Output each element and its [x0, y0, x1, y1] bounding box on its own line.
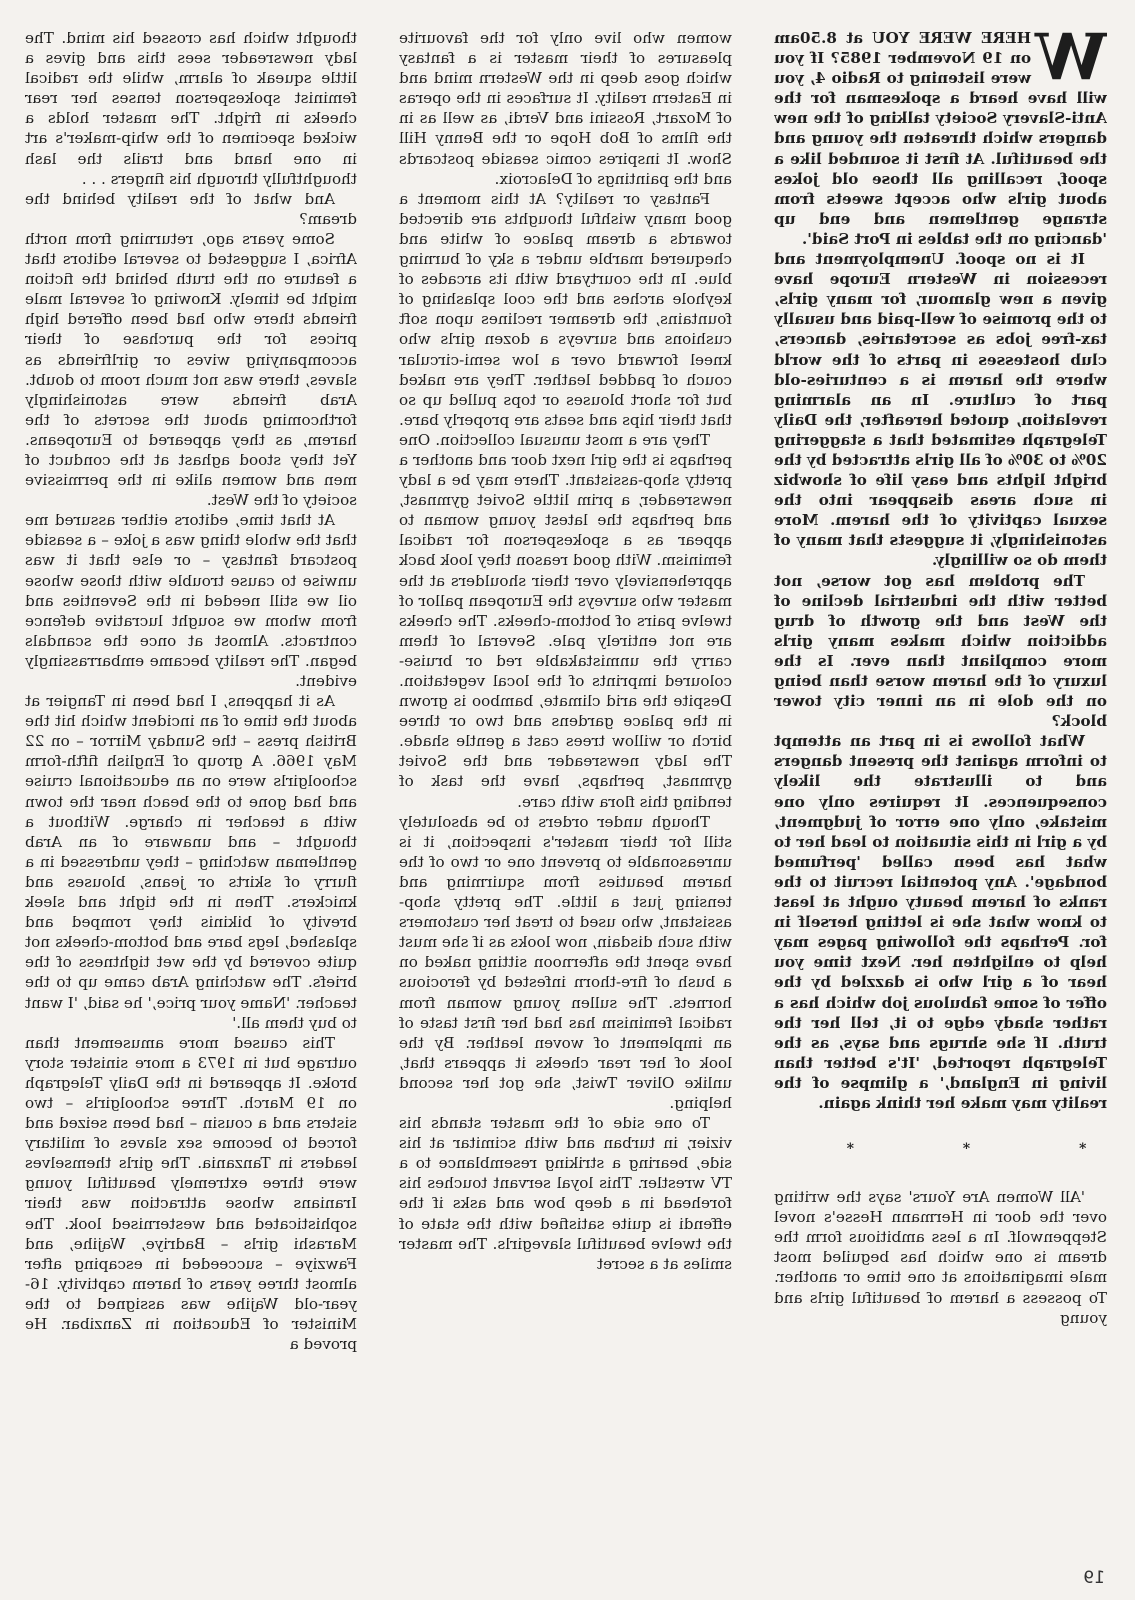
body-paragraph: At that time, editors either assured me that the whole thing was a joke – a seaside postcard fantasy – or else that it was unwise to cause trouble with those whose oil we still needed in the Seventies and from whom we sought lucrative defence contracts. Almost at once the scandals began. The reality became embarrassingly evident.	[25, 511, 357, 690]
body-paragraph: Fantasy or reality? At this moment a good many wishful thoughts are directed towards a dream palace of white and chequered marble under a sky of burning blue. In the courtyard with its arcades of keyhole arches and the cool splashing of fountains, the dreamer reclines upon soft cushions and surveys a dozen girls who kneel forward over a low semi-circular couch of padded leather. They are naked but for short blouses or tops pulled up so that their hips and seats are properly bare.	[399, 189, 732, 429]
text-columns	[25, 28, 1107, 1558]
body-paragraph: 'All Women Are Yours' says the writing over the door in Hermann Hesse's novel Steppenwolf. In a less ambitious form the dream is one which has beguiled most male imaginations at one time or another. To possess a harem of beautiful girls and young	[774, 1188, 1107, 1327]
body-paragraph: To one side of the master stands his vizier, in turban and with scimitar at his side, bearing a striking resemblance to a TV wrestler. This loyal servant touches his forehead in a deep bow and asks if the effendi is quite satisfied with the state of the twelve beautiful slavegirls. The master smiles at a secret	[399, 1114, 732, 1273]
lead-paragraph: It is no spoof. Unemployment and recession in Western Europe have given a new glamour, for many girls, to the promise of well-paid and usually tax-free jobs as secretaries, dancers, club hostesses in parts of the world where the harem is a centuries-old part of culture. In an alarming revelation, quoted hereafter, the Daily Telegraph estimated that a staggering 20% to 30% of all girls attracted by the bright lights and easy life of showbiz in such areas disappear into the sexual captivity of the harem. More astonishingly, it suggests that many of them do so willingly.	[774, 250, 1107, 570]
body-paragraph: This caused more amusement than outrage but in 1973 a more sinister story broke. It appeared in the Daily Telegraph on 19 March. Three schoolgirls – two sisters and a cousin – had been seized and forced to become sex slaves of military leaders in Tanzania. The girls themselves were three extremely beautiful young Iranians whose attraction was their sophisticated and westernised look. The Marashi girls – Badriye, Wajihe, and Fawziye – succeeded in escaping after almost three years of harem captivity. 16-year-old Wajihe was assigned to the Minister of Education in Zanzibar. He proved a	[25, 1033, 357, 1354]
body-paragraph: As it happens, I had been in Tangier at about the time of an incident which hit the British press – the Sunday Mirror – on 22 May 1966. A group of English fifth-form schoolgirls were on an educational cruise and had gone to the beach near the town with a teacher in charge. Without a thought – and unaware of an Arab gentleman watching – they undressed in a flurry of skirts or jeans, blouses and knickers. Then in the tight and sleek brevity of bikinis they romped and splashed, legs bare and bottom-cheeks not quite covered by the wet tightness of the briefs. The watching Arab came up to the teacher. 'Name your price,' he said, 'I want to buy them all.'	[25, 692, 357, 1032]
section-separator: * * *	[794, 1141, 1087, 1158]
body-paragraph: Though under orders to be absolutely still for their master's inspection, it is unreasonable to prevent one or two of the harem beauties from squirming and tensing just a little. The pretty shop-assistant, who used to treat her customers with such disdain, now looks as if she must have spent the afternoon sitting naked on a bush of fire-thorn infested by ferocious hornets. The sullen young woman from radical feminism has had her first taste of an implement of woven leather. By the look of her rear cheeks it appears that, unlike Oliver Twist, she got her second helping.	[399, 812, 732, 1112]
body-paragraph: They are a most unusual collection. One perhaps is the girl next door and another a pretty shop-assistant. There may be a lady newsreader, a prim little Soviet gymnast, and perhaps the latest young woman to appear as a spokesperson for radical feminism. With good reason they look back apprehensively over their shoulders at the master who surveys the European pallor of twelve pairs of bottom-cheeks. The cheeks are not entirely pale. Several of them carry the unmistakable red or bruise-coloured imprints of the local vegetation. Despite the arid climate, bamboo is grown in the palace gardens and two or three birch or willow trees cast a gentle shade. The lady newsreader and the Soviet gymnast, perhaps, have the task of tending this flora with care.	[399, 430, 732, 811]
drop-cap: W	[1037, 28, 1107, 95]
column-2	[399, 28, 732, 1558]
body-paragraph: And what of the reality behind the dream?	[25, 189, 357, 228]
lead-paragraph: HERE WERE YOU at 8.50am on 19 November 1985? If you were listening to Radio 4, you will have heard a spokesman for the Anti-Slavery Society talking of the new dangers which threaten the young and the beautiful. At first it sounded like a spoof, recalling all those old jokes about girls who accept sweets from strange gentlemen and end up 'dancing on the tables in Port Said'.	[774, 29, 1107, 248]
body-paragraph: women who live only for the favourite pleasures of their master is a fantasy which goes deep in the Western mind and in Eastern reality. It surfaces in the operas of Mozart, Rossini and Verdi, as well as in the films of Bob Hope or the Benny Hill Show. It inspires comic seaside postcards and the paintings of Delacroix.	[399, 29, 732, 188]
body-paragraph: thought which has crossed his mind. The lady newsreader sees this and gives a little squeak of alarm, while the radical feminist spokesperson tenses her rear cheeks in fright. The master holds a wicked specimen of the whip-maker's art in one hand and trails the lash thoughtfully through his fingers . . .	[25, 29, 357, 188]
lead-paragraph: What follows is in part an attempt to inform against the present dangers and to illustrate the likely consequences. It requires only one mistake, only one error of judgment, by a girl in this situation to lead her to what has been called 'perfumed bondage'. Any potential recruit to the ranks of harem beauty ought at least to know what she is letting herself in for. Perhaps the following pages may help to enlighten her. Next time you hear of a girl who is dazzled by the offer of some fabulous job which has a rather shady edge to it, tell her the truth. If she shrugs and says, as the Telegraph reported, 'It's better than living in England,' a glimpse of the reality may make her think again.	[774, 732, 1107, 1112]
lead-paragraph: The problem has got worse, not better with the industrial decline of the West and the growth of drug addiction which makes many girls more compliant than ever. Is the luxury of the harem worse than being on the dole in an inner city tower block?	[774, 571, 1107, 731]
column-1	[774, 28, 1107, 1558]
body-paragraph: Some years ago, returning from north Africa, I suggested to several editors that a feature on the truth behind the fiction might be timely. Knowing of several male friends there who had been offered high prices for the purchase of their accompanying wives or girlfriends as slaves, there was not much room to doubt. Arab friends were astonishingly forthcoming about the secrets of the harem, as they appeared to Europeans. Yet they stood aghast at the conduct of men and women alike in the permissive society of the West.	[25, 229, 357, 510]
page-number: 19	[1083, 1568, 1105, 1588]
column-3	[25, 28, 357, 1558]
